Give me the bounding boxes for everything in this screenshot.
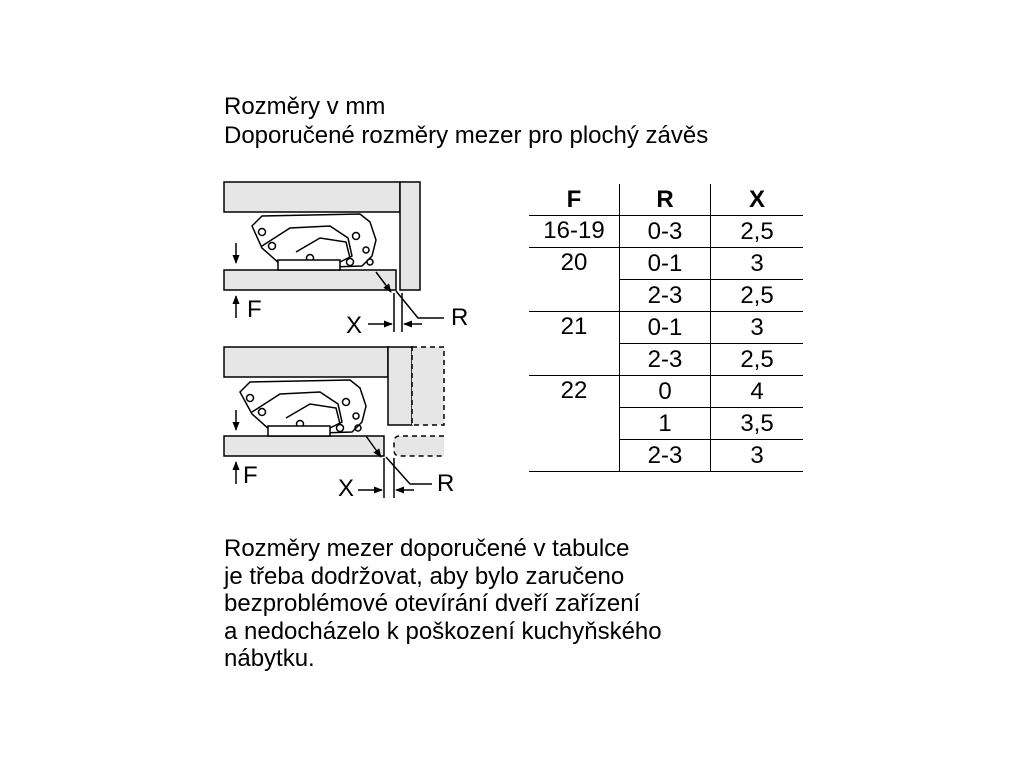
gap-dimensions-table: [529, 184, 803, 472]
lower-hinge-diagram: [224, 347, 454, 502]
upper-label-f: F: [247, 296, 262, 323]
cell-x: 3: [711, 312, 804, 344]
table-row: [529, 376, 803, 408]
lower-label-f: F: [243, 462, 258, 489]
note-line: Rozměry mezer doporučené v tabulce: [224, 535, 630, 562]
upper-hinge-mechanism: [252, 214, 376, 270]
cell-r: 2-3: [620, 280, 711, 312]
lower-label-r: R: [437, 470, 455, 497]
cell-r: 2-3: [620, 440, 711, 472]
cell-r: 0: [620, 376, 711, 408]
table-row: [529, 440, 803, 472]
cell-r: 0-1: [620, 312, 711, 344]
cell-x: 3: [711, 440, 804, 472]
cell-f: [529, 408, 620, 440]
cell-r: 0-3: [620, 216, 711, 248]
column-header-f: F: [529, 184, 620, 216]
table-row: [529, 216, 803, 248]
cell-r: 0-1: [620, 248, 711, 280]
note-line: nábytku.: [224, 645, 315, 672]
lower-r-leader: [386, 457, 432, 484]
note-line: bezproblémové otevírání dveří zařízení: [224, 590, 641, 617]
upper-label-x: X: [346, 312, 363, 339]
cell-x: 2,5: [711, 216, 804, 248]
upper-hinge-diagram: [224, 182, 468, 339]
lower-cabinet-top: [224, 347, 388, 377]
lower-label-x: X: [338, 475, 355, 502]
cell-f: [529, 440, 620, 472]
column-header-x: X: [711, 184, 804, 216]
cell-x: 4: [711, 376, 804, 408]
cell-r: 1: [620, 408, 711, 440]
note-line: a nedocházelo k poškození kuchyňského: [224, 617, 662, 645]
cell-f: [529, 344, 620, 376]
table-row: [529, 408, 803, 440]
heading-title: Doporučené rozměry mezer pro plochý závěs: [224, 122, 709, 149]
lower-adjacent-door: [394, 436, 444, 456]
upper-side-wall: [400, 182, 420, 290]
lower-hinge-mechanism: [240, 380, 366, 436]
upper-door-panel: [224, 270, 396, 290]
table-row: [529, 280, 803, 312]
cell-f: 22: [560, 377, 588, 404]
table-header-row: [529, 184, 803, 216]
cell-x: 2,5: [711, 280, 804, 312]
cell-f: [529, 280, 620, 312]
lower-side-wall: [388, 347, 412, 425]
cell-r: 2-3: [620, 344, 711, 376]
cell-f: 20: [560, 249, 588, 276]
cell-f: 16-19: [529, 216, 620, 248]
cell-x: 3: [711, 248, 804, 280]
table-row: [529, 248, 803, 280]
cell-f: 21: [560, 313, 588, 340]
usage-note: [224, 535, 662, 673]
column-header-r: R: [620, 184, 711, 216]
lower-front-frame: [412, 347, 444, 425]
cell-x: 3,5: [711, 408, 804, 440]
upper-cabinet-top: [224, 182, 400, 212]
lower-door-panel: [224, 436, 384, 456]
cell-x: 2,5: [711, 344, 804, 376]
upper-label-r: R: [451, 304, 469, 331]
table-row: [529, 312, 803, 344]
table-row: [529, 344, 803, 376]
note-line: je třeba dodržovat, aby bylo zaručeno: [224, 562, 625, 590]
heading-units: Rozměry v mm: [224, 93, 386, 120]
upper-r-leader: [396, 291, 444, 318]
